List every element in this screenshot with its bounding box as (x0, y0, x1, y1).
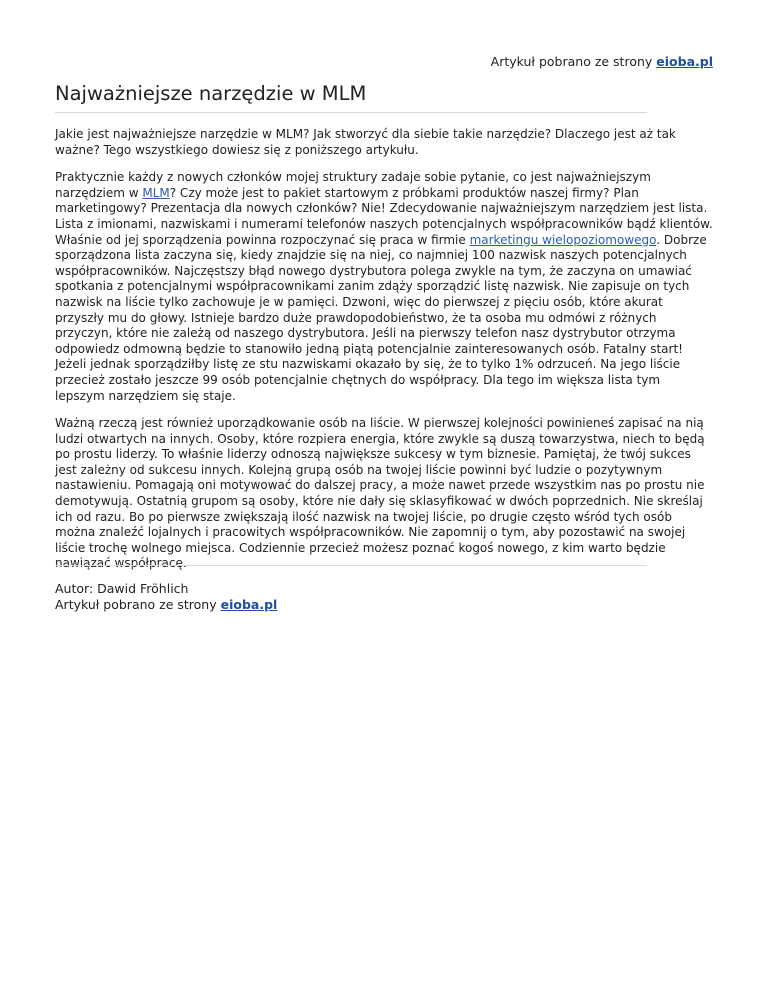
article-body (55, 127, 713, 584)
multilevel-marketing-link[interactable]: marketingu wielopoziomowego (469, 232, 657, 247)
source-header-text: Artykuł pobrano ze strony (490, 54, 653, 69)
article-title: Najważniejsze narzędzie w MLM (55, 82, 367, 105)
source-header (491, 54, 713, 69)
title-divider (55, 112, 647, 113)
body-paragraph-1 (55, 170, 713, 404)
intro-paragraph: Jakie jest najważniejsze narzędzie w MLM? Jak stworzyć dla siebie takie narzędzie? Dlaczego jest aż tak ważne? Tego wszystkiego dowiesz się z poniższego artykułu. (55, 127, 676, 157)
paragraph-text: Praktycznie każdy z nowych członków mojej struktury zadaje sobie pytanie, co jest najważniejszym narzędziem w (55, 170, 651, 200)
paragraph-text: . Dobrze sporządzona lista zaczyna się, kiedy znajdzie się na niej, co najmniej 100 nazwisk naszych potencjalnych współpracowników. Najczęstszy błąd nowego dystrybutora polega zwykle na tym, że zaczyna on umawiać spotkania z potencjalnymi współpracownikami zanim zdąży sporządzić listę nazwisk. Nie zapisuje on tych nazwisk na liście tylko zachowuje je w pamięci. Dzwoni, więc do pierwszej z pięciu osób, które akurat przyszły mu do głowy. Istnieje bardzo duże prawdopodobieństwo, że ta osoba mu odmówi z różnych przyczyn, które nie zależą od naszego dystrybutora. Jeśli na pierwszy telefon nasz dystrybutor otrzyma odpowiedz odmowną będzie to stanowiło jedną piątą potencjalnie zainteresowanych osób. Fatalny start! Jeżeli jednak sporządziłby listę ze stu nazwiskami okazało by się, że to tylko 1% odrzuceń. Na jego liście przecież zostało jeszcze 99 osób potencjalnie chętnych do współpracy. Dla tego im większa lista tym lepszym narzędziem się staje. (55, 232, 707, 403)
source-footer-link[interactable]: eioba.pl (220, 597, 278, 612)
author-line: Autor: Dawid Fröhlich (55, 581, 189, 596)
footer-divider (55, 565, 647, 566)
paragraph-text: ? Czy może jest to pakiet startowym z próbkami produktów naszej firmy? Plan marketingowy? Prezentacja dla nowych członków? Nie! Zdecydowanie najważniejszym narzędziem jest lista. Lista z imionami, nazwiskami i numerami telefonów naszych potencjalnych współpracowników bądź klientów. Właśnie od jej sporządzenia powinna rozpoczynać się praca w firmie (55, 185, 713, 247)
source-footer-text: Artykuł pobrano ze strony (55, 597, 217, 612)
article-footer (55, 581, 277, 613)
mlm-link[interactable]: MLM (142, 185, 170, 200)
source-header-link[interactable]: eioba.pl (656, 54, 713, 69)
body-paragraph-2: Ważną rzeczą jest również uporządkowanie osób na liście. W pierwszej kolejności powinieneś zapisać na nią ludzi otwartych na innych. Osoby, które rozpiera energia, które zwykle są duszą towarzystwa, niech to będą po prostu liderzy. To właśnie liderzy odnoszą największe sukcesy w tym biznesie. Pamiętaj, że twój sukces jest zależny od sukcesu innych. Kolejną grupą osób na twojej liście powinni być ludzie o pozytywnym nastawieniu. Pomagają oni motywować do dalszej pracy, a może nawet przede wszystkim nas po prostu nie demotywują. Ostatnią grupom są osoby, które nie dały się sklasyfikować w dwóch poprzednich. Nie skreślaj ich od razu. Bo po pierwsze zwiększają ilość nazwisk na twojej liście, po drugie często wśród tych osób można znaleźć lojalnych i pracowitych współpracowników. Nie zapomnij o tym, aby pozostawić na swojej liście trochę wolnego miejsca. Codziennie przecież możesz poznać kogoś nowego, z kim warto będzie nawiązać współpracę. (55, 416, 705, 571)
source-footer (55, 597, 277, 613)
